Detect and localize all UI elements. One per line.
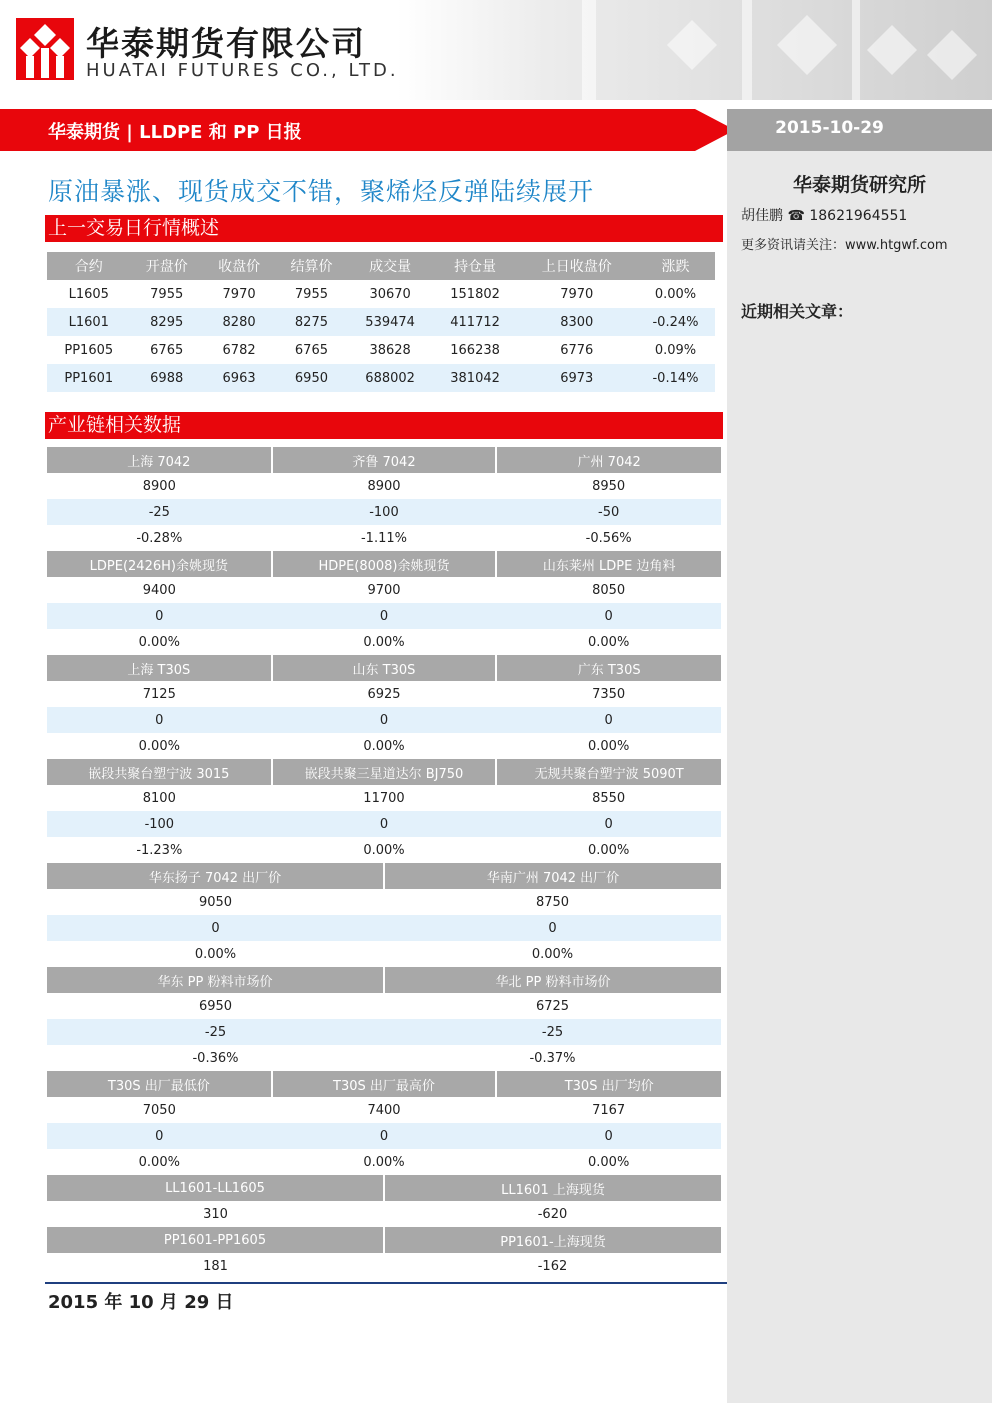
- table-row: [47, 280, 715, 308]
- chain-header-row: [47, 655, 721, 681]
- cell: 0: [496, 811, 721, 837]
- contact-info: [741, 205, 907, 225]
- cell: 0.09%: [654, 342, 697, 358]
- cell: PP1601: [47, 364, 131, 392]
- chain-header: 华东扬子 7042 出厂价: [47, 863, 384, 889]
- industry-chain-table: [47, 447, 721, 1279]
- table-row: [47, 473, 721, 499]
- cell: 0: [272, 707, 497, 733]
- section-industry-chain: 产业链相关数据: [45, 412, 723, 439]
- chain-header: 广东 T30S: [496, 655, 721, 681]
- cell: -620: [537, 1206, 568, 1222]
- cell: 7050: [142, 1102, 176, 1118]
- table-row: [47, 1123, 721, 1149]
- cell: 0.00%: [138, 634, 180, 650]
- footer-divider: [45, 1282, 727, 1284]
- cell: 381042: [433, 364, 518, 392]
- cell: 0.00%: [588, 1154, 630, 1170]
- cell: -25: [47, 1019, 384, 1045]
- cell: 0.00%: [363, 842, 405, 858]
- chain-header: T30S 出厂最高价: [272, 1071, 497, 1097]
- section-market-overview: 上一交易日行情概述: [45, 215, 723, 242]
- chain-header: LL1601 上海现货: [384, 1175, 721, 1201]
- chain-header-row: [47, 551, 721, 577]
- cell: 310: [203, 1206, 228, 1222]
- cell: 7125: [142, 686, 176, 702]
- cell: 0.00%: [654, 286, 697, 302]
- cell: 11700: [363, 790, 405, 806]
- chain-header: HDPE(8008)余姚现货: [272, 551, 497, 577]
- cell: -100: [272, 499, 497, 525]
- chain-header: 齐鲁 7042: [272, 447, 497, 473]
- chain-header-row: [47, 1071, 721, 1097]
- table-row: [47, 1253, 721, 1279]
- cell: -25: [47, 499, 272, 525]
- chain-header: T30S 出厂均价: [496, 1071, 721, 1097]
- cell: 6925: [367, 686, 401, 702]
- chain-header: T30S 出厂最低价: [47, 1071, 272, 1097]
- chain-header-row: [47, 759, 721, 785]
- cell: 7970: [560, 286, 594, 302]
- chain-header: 嵌段共聚三星道达尔 BJ750: [272, 759, 497, 785]
- cell: 7970: [222, 286, 256, 302]
- chain-header: 华北 PP 粉料市场价: [384, 967, 721, 993]
- phone-icon: ☎: [787, 208, 805, 224]
- cell: -100: [47, 811, 272, 837]
- cell: 0.00%: [363, 634, 405, 650]
- table-row: [47, 499, 721, 525]
- cell: 7955: [294, 286, 328, 302]
- table-row: [47, 993, 721, 1019]
- table-row: [47, 336, 715, 364]
- table-row: [47, 941, 721, 967]
- chain-header: 华南广州 7042 出厂价: [384, 863, 721, 889]
- cell: 30670: [369, 286, 411, 302]
- cell: 0.00%: [363, 1154, 405, 1170]
- cell: 6988: [131, 364, 203, 392]
- cell: 7350: [592, 686, 626, 702]
- cell: 8950: [592, 478, 626, 494]
- market-table: [47, 252, 715, 392]
- cell: -0.14%: [636, 364, 715, 392]
- cell: L1601: [47, 308, 131, 336]
- cell: 8900: [367, 478, 401, 494]
- cell: -0.28%: [136, 530, 183, 546]
- cell: 539474: [348, 308, 433, 336]
- cell: -0.24%: [636, 308, 715, 336]
- cell: 151802: [450, 286, 500, 302]
- page-header: [0, 0, 992, 100]
- col-header: 开盘价: [131, 252, 203, 280]
- cell: 6973: [518, 364, 636, 392]
- table-row: [47, 603, 721, 629]
- cell: 8300: [518, 308, 636, 336]
- cell: 0.00%: [363, 738, 405, 754]
- chain-header: PP1601-上海现货: [384, 1227, 721, 1253]
- chain-header-row: [47, 447, 721, 473]
- cell: 6963: [203, 364, 275, 392]
- cell: 8050: [592, 582, 626, 598]
- chain-header: 山东 T30S: [272, 655, 497, 681]
- contact-phone: 18621964551: [809, 208, 908, 224]
- table-row: [47, 1149, 721, 1175]
- cell: 0: [496, 707, 721, 733]
- chain-header: LL1601-LL1605: [47, 1175, 384, 1201]
- table-row: [47, 681, 721, 707]
- cell: 0: [496, 1123, 721, 1149]
- cell: 166238: [450, 342, 500, 358]
- col-header: 持仓量: [433, 252, 518, 280]
- cell: -0.36%: [192, 1050, 239, 1066]
- cell: -1.23%: [136, 842, 183, 858]
- table-row: [47, 811, 721, 837]
- cell: 0.00%: [588, 738, 630, 754]
- recent-articles-label: 近期相关文章：: [741, 302, 854, 321]
- chain-header-row: [47, 1227, 721, 1253]
- cell: 7400: [367, 1102, 401, 1118]
- col-header: 成交量: [348, 252, 433, 280]
- chain-header-row: [47, 863, 721, 889]
- cell: 0.00%: [138, 738, 180, 754]
- chain-header: 无规共聚台塑宁波 5090T: [496, 759, 721, 785]
- cell: 0.00%: [531, 946, 574, 962]
- col-header: 合约: [47, 252, 131, 280]
- cell: 6765: [294, 342, 328, 358]
- cell: L1605: [68, 286, 109, 302]
- cell: 688002: [348, 364, 433, 392]
- cell: 8750: [535, 894, 570, 910]
- institute-name: 华泰期货研究所: [792, 174, 926, 196]
- chain-header-row: [47, 1175, 721, 1201]
- col-header: 上日收盘价: [518, 252, 636, 280]
- table-row: [47, 837, 721, 863]
- cell: -50: [496, 499, 721, 525]
- chain-header: 上海 7042: [47, 447, 272, 473]
- table-row: [47, 1045, 721, 1071]
- cell: 0.00%: [138, 1154, 180, 1170]
- cell: 7955: [150, 286, 184, 302]
- col-header: 涨跌: [636, 252, 715, 280]
- cell: 6950: [275, 364, 347, 392]
- cell: -1.11%: [360, 530, 407, 546]
- table-row: [47, 1019, 721, 1045]
- report-title: 华泰期货 | LLDPE 和 PP 日报: [48, 122, 302, 143]
- cell: -0.56%: [585, 530, 632, 546]
- cell: 0: [47, 1123, 272, 1149]
- cell: 8900: [142, 478, 176, 494]
- cell: 0.00%: [194, 946, 237, 962]
- col-header: 结算价: [275, 252, 347, 280]
- company-name-cn: 华泰期货有限公司: [86, 24, 366, 63]
- cell: -25: [384, 1019, 721, 1045]
- cell: 6765: [150, 342, 184, 358]
- cell: 0: [496, 603, 721, 629]
- table-row: [47, 733, 721, 759]
- chain-header: 山东莱州 LDPE 边角料: [496, 551, 721, 577]
- cell: 6782: [222, 342, 256, 358]
- chain-header: 华东 PP 粉料市场价: [47, 967, 384, 993]
- cell: 0.00%: [588, 842, 630, 858]
- follow-info[interactable]: 更多资讯请关注：www.htgwf.com: [741, 238, 948, 253]
- table-row: [47, 915, 721, 941]
- table-row: [47, 308, 715, 336]
- table-row: [47, 577, 721, 603]
- sidebar: [727, 151, 992, 1403]
- table-row: [47, 707, 721, 733]
- market-header-row: [47, 252, 715, 280]
- cell: PP1605: [64, 342, 114, 358]
- chain-header: 上海 T30S: [47, 655, 272, 681]
- cell: -0.37%: [529, 1050, 576, 1066]
- huatai-logo-icon: [16, 18, 74, 80]
- footer-date: 2015 年 10 月 29 日: [48, 1292, 234, 1313]
- chain-header: 广州 7042: [496, 447, 721, 473]
- cell: 7167: [592, 1102, 626, 1118]
- table-row: [47, 629, 721, 655]
- report-date: 2015-10-29: [775, 118, 884, 138]
- col-header: 收盘价: [203, 252, 275, 280]
- contact-name: 胡佳鹏: [741, 208, 783, 224]
- chain-header: PP1601-PP1605: [47, 1227, 384, 1253]
- cell: 8295: [131, 308, 203, 336]
- header-decoration-icon: [572, 0, 992, 100]
- chain-header: 嵌段共聚台塑宁波 3015: [47, 759, 272, 785]
- cell: 9050: [198, 894, 233, 910]
- cell: 411712: [433, 308, 518, 336]
- table-row: [47, 785, 721, 811]
- company-name-en: HUATAI FUTURES CO., LTD.: [86, 60, 399, 81]
- cell: 0: [47, 707, 272, 733]
- cell: -162: [537, 1258, 568, 1274]
- cell: 8550: [592, 790, 626, 806]
- cell: 0: [47, 603, 272, 629]
- cell: 8275: [275, 308, 347, 336]
- cell: 8100: [142, 790, 176, 806]
- cell: 0: [272, 603, 497, 629]
- cell: 6950: [198, 998, 233, 1014]
- table-row: [47, 1201, 721, 1227]
- headline: 原油暴涨、现货成交不错，聚烯烃反弹陆续展开: [48, 177, 595, 206]
- cell: 0: [272, 1123, 497, 1149]
- cell: 0: [384, 915, 721, 941]
- chain-header-row: [47, 967, 721, 993]
- table-row: [47, 525, 721, 551]
- cell: 0: [47, 915, 384, 941]
- table-row: [47, 889, 721, 915]
- cell: 181: [203, 1258, 228, 1274]
- cell: 8280: [203, 308, 275, 336]
- cell: 9700: [367, 582, 401, 598]
- chain-header: LDPE(2426H)余姚现货: [47, 551, 272, 577]
- cell: 9400: [142, 582, 176, 598]
- cell: 0: [272, 811, 497, 837]
- cell: 6776: [560, 342, 594, 358]
- table-row: [47, 364, 715, 392]
- cell: 0.00%: [588, 634, 630, 650]
- cell: 6725: [535, 998, 570, 1014]
- table-row: [47, 1097, 721, 1123]
- cell: 38628: [369, 342, 411, 358]
